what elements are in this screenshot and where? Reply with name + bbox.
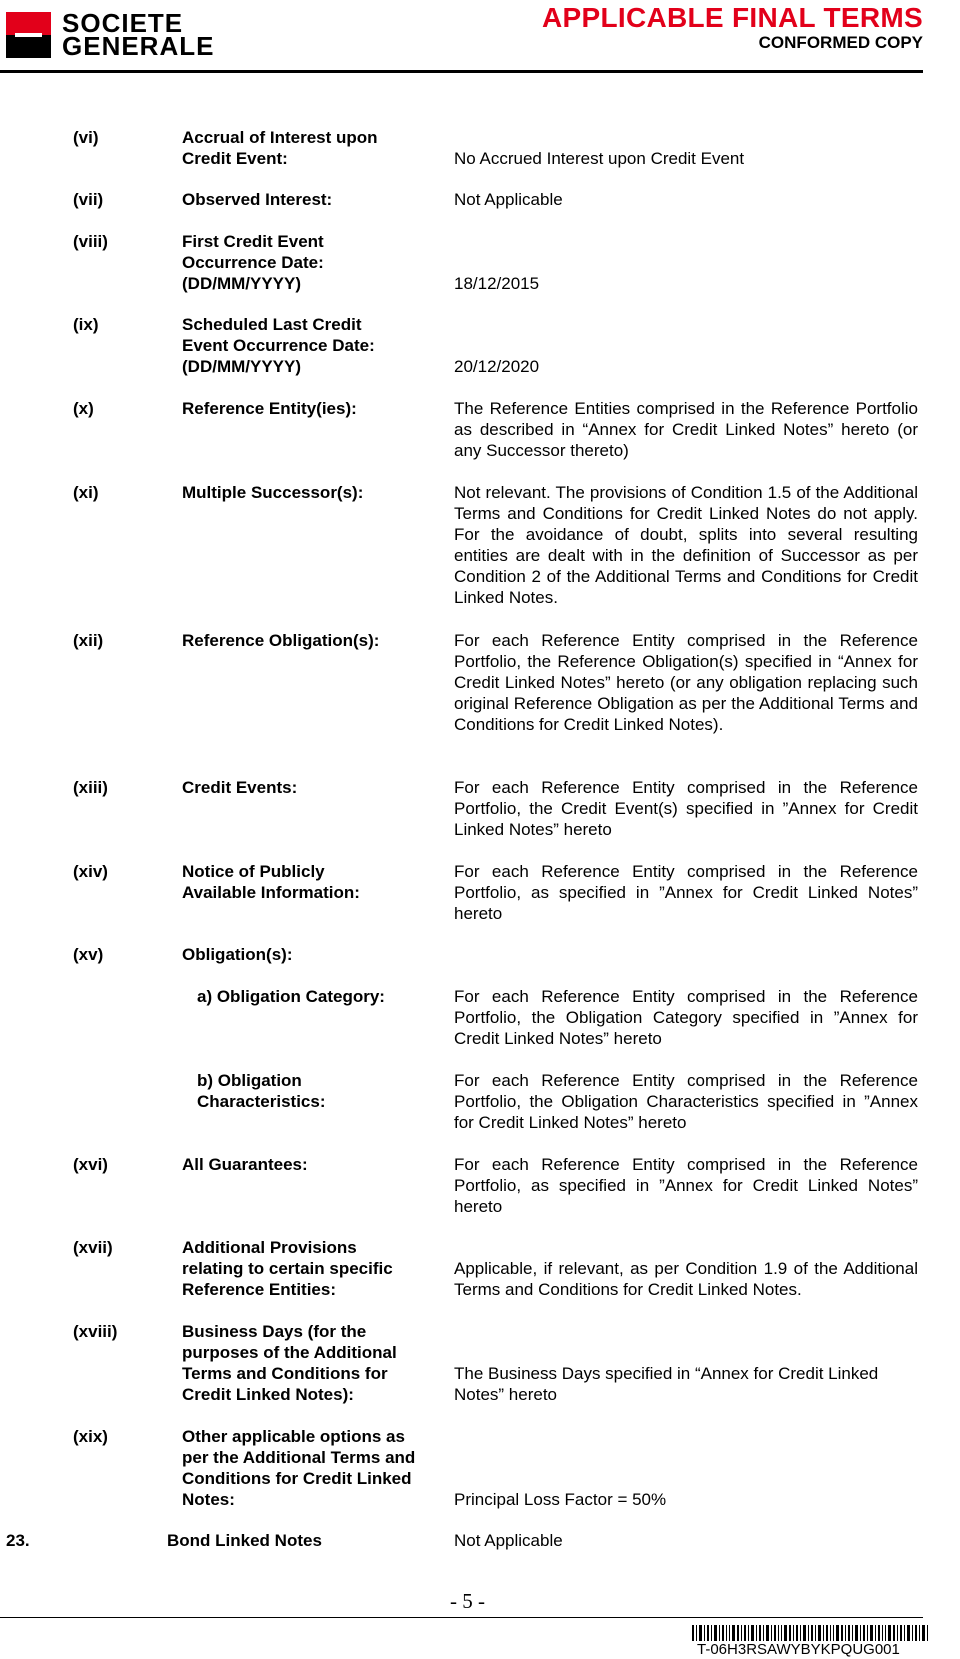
item-label-vi: Accrual of Interest upon Credit Event: [182,128,378,168]
item-value-xiii: For each Reference Entity comprised in the Reference Portfolio, the Credit Event(s) specified in ”Annex for Credit Linked Notes” hereto [454,778,918,839]
item-number-vi: (vi) [73,128,99,147]
item-label-xv-b: b) Obligation Characteristics: [197,1071,326,1111]
item-number-xiv: (xiv) [73,862,108,881]
item-label-xix: Other applicable options as per the Additional Terms and Conditions for Credit Linked Notes: [182,1427,416,1509]
societe-generale-logo-icon [6,12,51,58]
item-value-xv-b: For each Reference Entity comprised in the Reference Portfolio, the Obligation Characteristics specified in ”Annex for Credit Linked Notes” hereto [454,1071,918,1132]
item-label-vii: Observed Interest: [182,190,333,209]
item-number-xvi: (xvi) [73,1155,108,1174]
section-number-23: 23. [6,1531,30,1550]
item-value-x: The Reference Entities comprised in the Reference Portfolio as described in “Annex for Credit Linked Notes” hereto (or any Successor thereto) [454,399,918,460]
item-number-xi: (xi) [73,483,99,502]
brand-name-line1: SOCIETE [62,8,184,38]
item-value-ix: 20/12/2020 [454,357,540,376]
item-number-xv: (xv) [73,945,104,964]
item-label-xiv: Notice of Publicly Available Information: [182,862,360,902]
item-value-vii: Not Applicable [454,190,563,209]
item-value-xvi: For each Reference Entity comprised in the Reference Portfolio, as specified in ”Annex for Credit Linked Notes” hereto [454,1155,918,1216]
item-value-viii: 18/12/2015 [454,274,540,293]
header-divider [0,70,923,73]
item-value-xv-a: For each Reference Entity comprised in the Reference Portfolio, the Obligation Category specified in ”Annex for Credit Linked Notes” hereto [454,987,918,1048]
document-subtitle: CONFORMED COPY [758,33,923,52]
footer-divider [0,1617,923,1618]
item-number-xix: (xix) [73,1427,108,1446]
section-value-23: Not Applicable [454,1531,563,1550]
item-label-xii: Reference Obligation(s): [182,631,380,650]
item-number-vii: (vii) [73,190,104,209]
item-number-xviii: (xviii) [73,1322,118,1341]
item-label-xviii: Business Days (for the purposes of the Additional Terms and Conditions for Credit Linked Notes): [182,1322,397,1404]
item-label-viii: First Credit Event Occurrence Date: (DD/MM/YYYY) [182,232,324,293]
item-value-xvii: Applicable, if relevant, as per Condition 1.9 of the Additional Terms and Conditions for Credit Linked Notes. [454,1259,918,1299]
item-label-xiii: Credit Events: [182,778,298,797]
item-label-xvi: All Guarantees: [182,1155,308,1174]
item-value-xii: For each Reference Entity comprised in the Reference Portfolio, the Reference Obligation(s) specified in “Annex for Credit Linked Notes” hereto (or any obligation replacing such original Reference Obligation as per the Additional Terms and Conditions for Credit Linked Notes). [454,631,918,734]
document-title: APPLICABLE FINAL TERMS [542,2,923,33]
item-label-xi: Multiple Successor(s): [182,483,364,502]
item-value-xix: Principal Loss Factor = 50% [454,1490,667,1509]
item-number-xiii: (xiii) [73,778,108,797]
page-number: - 5 - [450,1589,485,1613]
item-label-xvii: Additional Provisions relating to certain specific Reference Entities: [182,1238,393,1299]
barcode-icon [692,1625,932,1641]
item-number-viii: (viii) [73,232,108,251]
item-value-xi: Not relevant. The provisions of Condition 1.5 of the Additional Terms and Conditions for Credit Linked Notes do not apply. For the avoidance of doubt, splits into several resulting entities are dealt with in the definition of Successor as per Condition 2 of the Additional Terms and Conditions for Credit Linked Notes. [454,483,918,607]
item-number-xii: (xii) [73,631,104,650]
item-value-vi: No Accrued Interest upon Credit Event [454,149,745,168]
item-number-x: (x) [73,399,94,418]
item-number-ix: (ix) [73,315,99,334]
section-label-23: Bond Linked Notes [167,1531,322,1550]
item-value-xiv: For each Reference Entity comprised in the Reference Portfolio, as specified in ”Annex for Credit Linked Notes” hereto [454,862,918,923]
document-code: T-06H3RSAWYBYKPQUG001 [697,1641,900,1658]
item-label-x: Reference Entity(ies): [182,399,357,418]
item-label-xv: Obligation(s): [182,945,293,964]
item-label-ix: Scheduled Last Credit Event Occurrence Date: (DD/MM/YYYY) [182,315,375,376]
brand-name-line2: GENERALE [62,31,215,61]
item-number-xvii: (xvii) [73,1238,113,1257]
item-value-xviii: The Business Days specified in “Annex for Credit Linked Notes” hereto [454,1364,879,1404]
item-label-xv-a: a) Obligation Category: [197,987,385,1006]
